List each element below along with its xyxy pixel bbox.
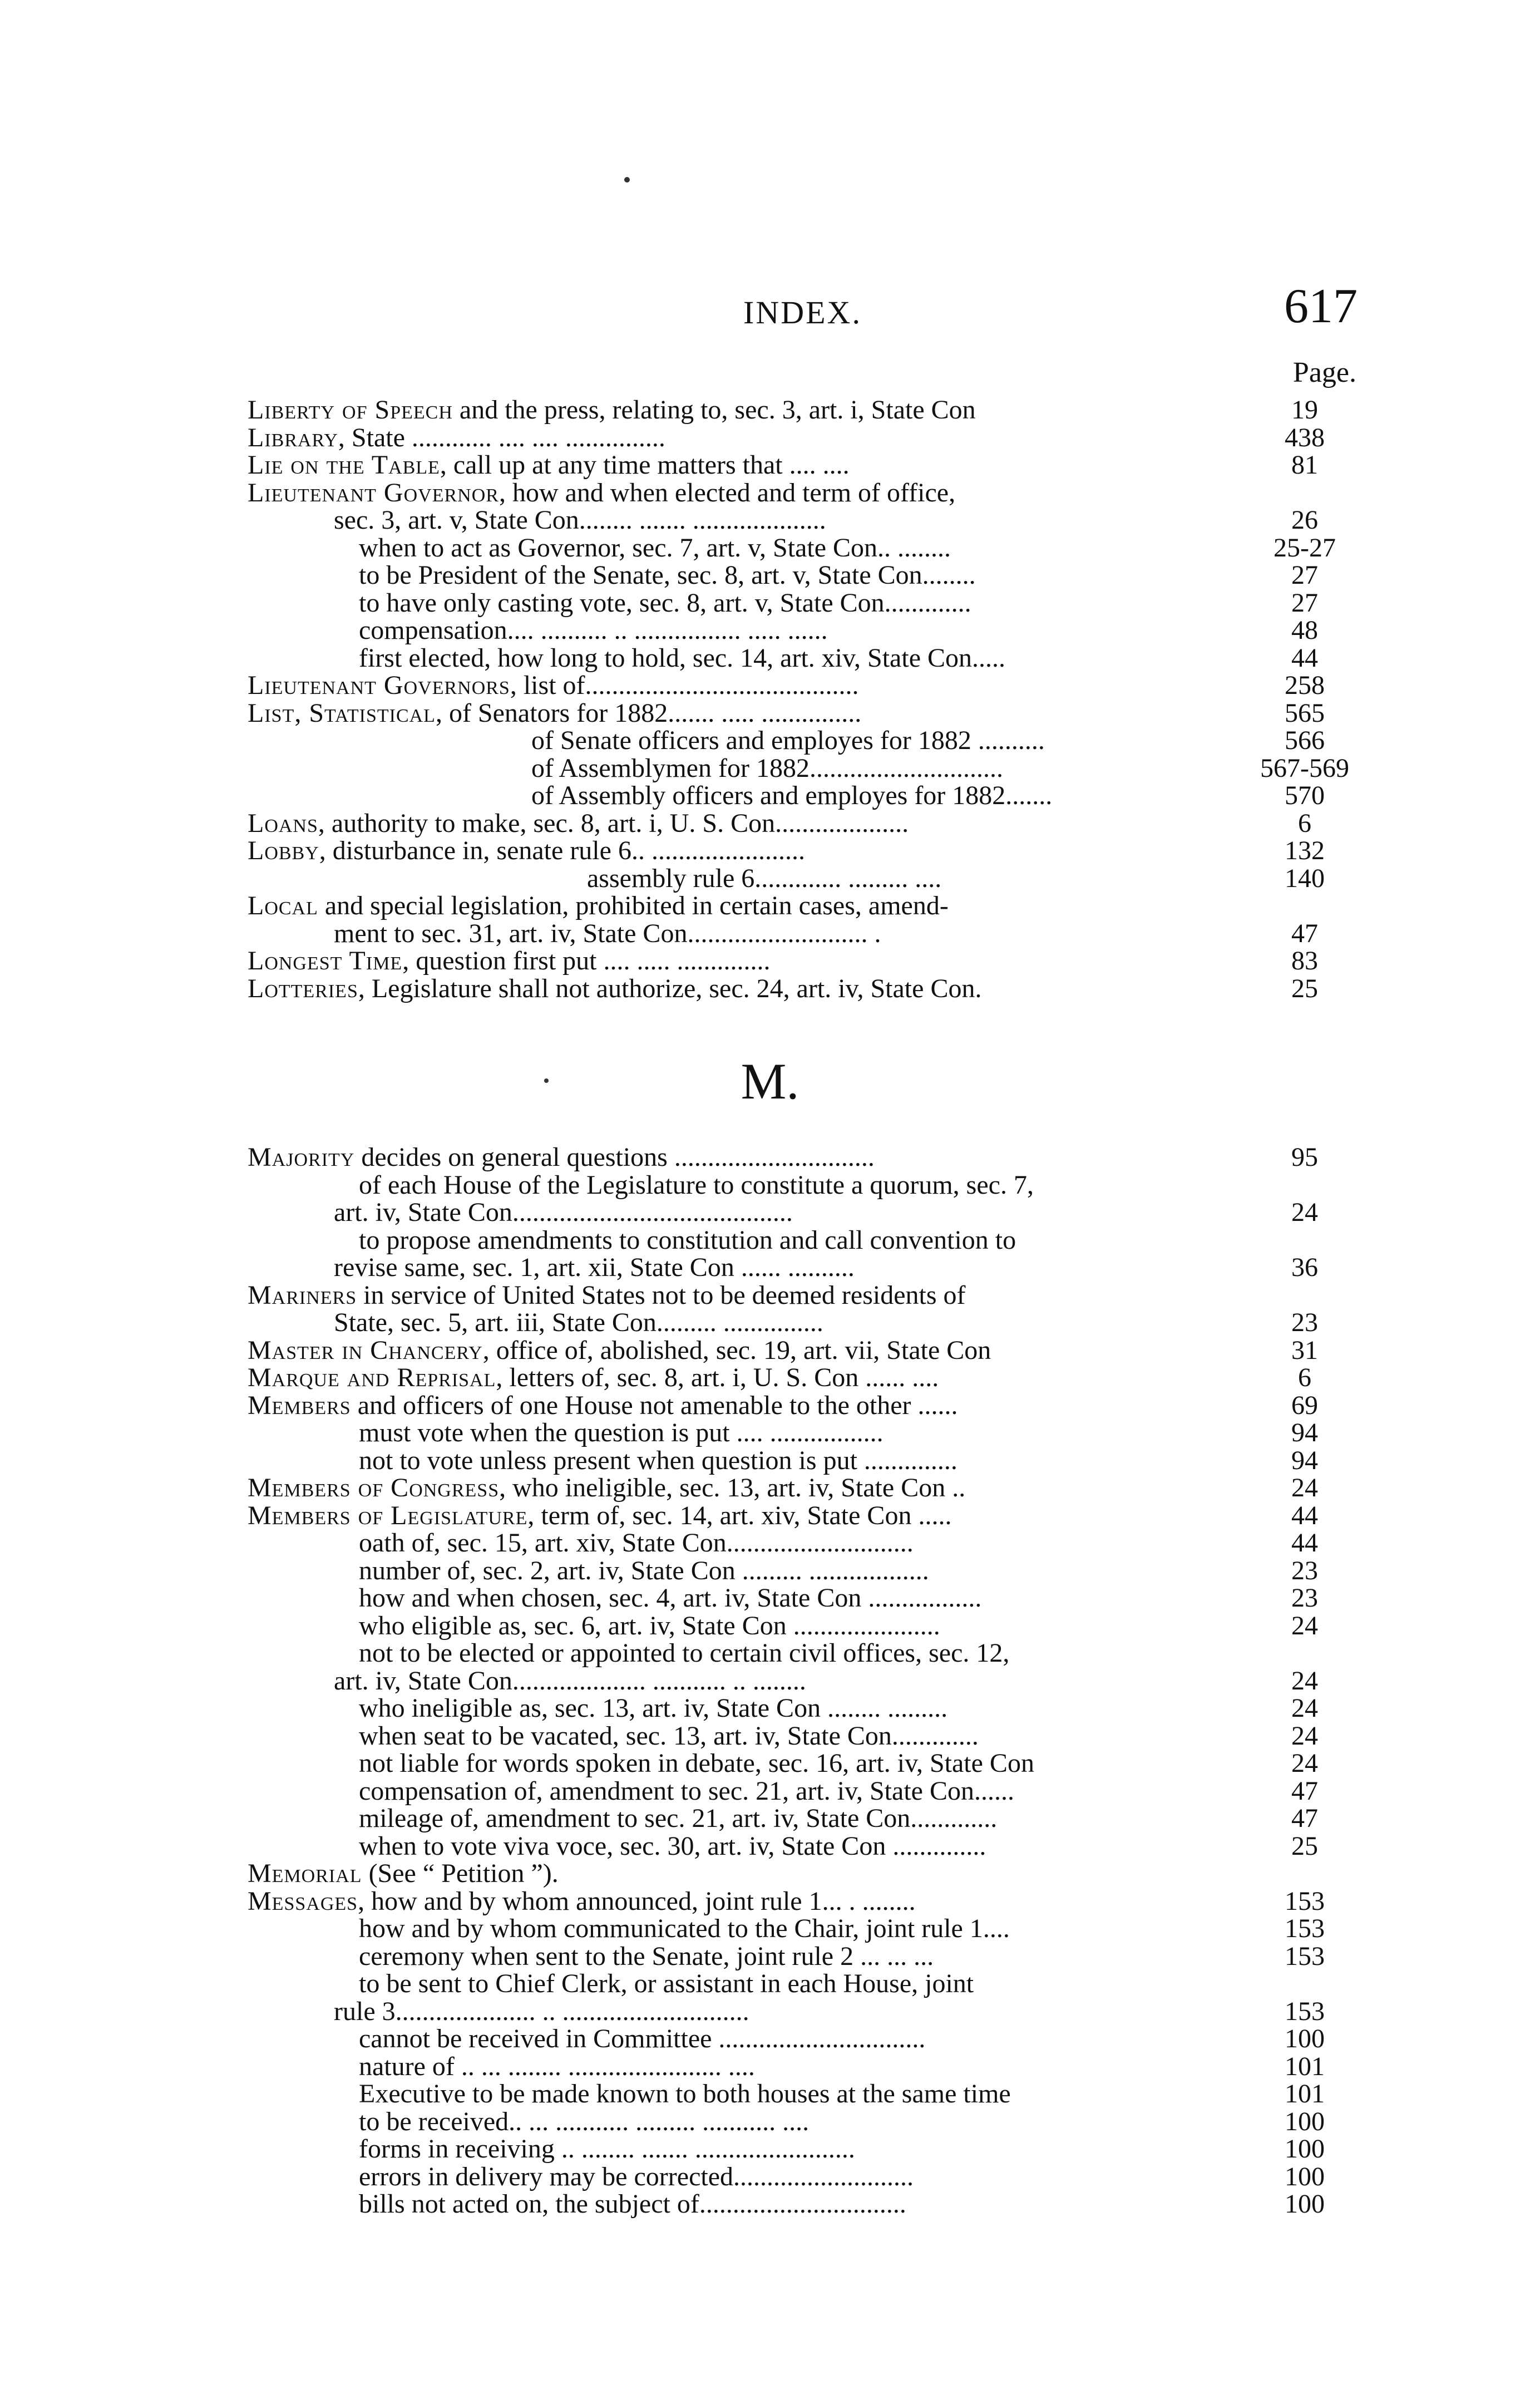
entry-page-ref: 6: [1298, 1363, 1311, 1392]
index-entry: [248, 1502, 1358, 1530]
entry-text: [248, 1337, 991, 1364]
entry-text: [248, 1364, 939, 1392]
entry-body: cannot be received in Committee ...............................: [359, 2024, 926, 2053]
entry-body: , of Senators for 1882....... ..... ...............: [435, 698, 862, 728]
entry-text: [334, 1998, 749, 2026]
entry-body: , term of, sec. 14, art. xiv, State Con .....: [527, 1500, 952, 1530]
index-entry: [248, 1915, 1358, 1943]
entry-page-ref: 566: [1285, 726, 1325, 755]
entry-body: ceremony when sent to the Senate, joint rule 2 ... ... ...: [359, 1941, 934, 1971]
entry-page-ref: 153: [1285, 1941, 1325, 1971]
entry-text: [359, 1639, 1009, 1667]
entry-body: bills not acted on, the subject of...............................: [359, 2189, 906, 2219]
entry-text: [359, 1832, 986, 1860]
entry-body: how and by whom communicated to the Chair, joint rule 1....: [359, 1914, 1010, 1943]
index-entry: [248, 1860, 1358, 1888]
index-entry: [248, 617, 1358, 644]
entry-page-ref: 26: [1291, 505, 1318, 535]
entry-text: [248, 424, 665, 452]
index-entry: [248, 1474, 1358, 1502]
index-entry: [248, 1998, 1358, 2026]
entry-body: , authority to make, sec. 8, art. i, U. S. Con....................: [318, 808, 909, 838]
index-entry: [248, 1529, 1358, 1557]
entry-text: [334, 506, 826, 534]
entry-page-ref: 258: [1285, 671, 1325, 700]
index-entry: [248, 1943, 1358, 1971]
entry-page-ref: 140: [1285, 863, 1325, 893]
entry-text: [359, 1612, 940, 1640]
entry-page-ref: 570: [1285, 781, 1325, 810]
entry-body: , question first put .... ..... ..............: [402, 946, 771, 976]
index-entry: [248, 396, 1358, 424]
entry-page-ref: 23: [1291, 1583, 1318, 1613]
entry-text: [359, 534, 951, 562]
entry-page-ref: 44: [1291, 1500, 1318, 1530]
entry-headword: Local: [248, 891, 318, 920]
entry-headword: Liberty of Speech: [248, 395, 453, 425]
index-entry: [248, 1557, 1358, 1585]
index-section-l: [248, 396, 1358, 1002]
entry-page-ref: 24: [1291, 1198, 1318, 1227]
entry-body: first elected, how long to hold, sec. 14, art. xiv, State Con.....: [359, 643, 1006, 673]
entry-body: art. iv, State Con..........................................: [334, 1198, 793, 1227]
entry-page-ref: 83: [1291, 946, 1318, 976]
entry-body: , list of.........................................: [510, 671, 859, 700]
entry-body: must vote when the question is put .... .................: [359, 1418, 883, 1447]
index-entry: [248, 1337, 1358, 1364]
entry-headword: Majority: [248, 1142, 355, 1172]
entry-headword: Members of Congress: [248, 1473, 500, 1502]
entry-text: [359, 1805, 997, 1832]
entry-page-ref: 153: [1285, 1886, 1325, 1916]
entry-body: number of, sec. 2, art. iv, State Con ......... ..................: [359, 1555, 929, 1585]
entry-page-ref: 567-569: [1260, 753, 1349, 783]
index-entry: [248, 2163, 1358, 2191]
index-entry: [248, 2080, 1358, 2108]
index-section-m: [248, 1144, 1358, 2218]
entry-text: [248, 699, 861, 727]
entry-text: [359, 1777, 1014, 1805]
entry-headword: Master in Chancery: [248, 1335, 483, 1365]
running-title: INDEX.: [743, 294, 862, 331]
entry-text: [248, 451, 850, 479]
entry-text: [248, 892, 949, 920]
entry-body: to propose amendments to constitution and call convention to: [359, 1225, 1016, 1255]
entry-text: [359, 2163, 914, 2191]
entry-text: [359, 2025, 925, 2053]
entry-page-ref: 24: [1291, 1473, 1318, 1502]
entry-page-ref: 94: [1291, 1418, 1318, 1447]
entry-page-ref: 565: [1285, 698, 1325, 728]
entry-text: [248, 975, 981, 1003]
entry-text: [359, 2053, 755, 2081]
entry-headword: Members: [248, 1390, 351, 1420]
index-entry: [248, 755, 1358, 782]
entry-body: not to vote unless present when question is put ..............: [359, 1445, 957, 1475]
entry-headword: Loans: [248, 808, 318, 838]
index-entry: [248, 1612, 1358, 1640]
index-entry: [248, 1805, 1358, 1832]
entry-body: errors in delivery may be corrected...........................: [359, 2161, 914, 2191]
entry-page-ref: 153: [1285, 1996, 1325, 2026]
entry-body: and the press, relating to, sec. 3, art. i, State Con: [452, 395, 976, 425]
entry-body: sec. 3, art. v, State Con........ ....... ....................: [334, 505, 826, 535]
entry-body: Executive to be made known to both houses at the same time: [359, 2079, 1011, 2109]
entry-page-ref: 6: [1298, 808, 1311, 838]
index-entry: [248, 1199, 1358, 1226]
entry-text: [359, 589, 971, 617]
section-letter-heading: M.: [741, 1053, 799, 1110]
index-entry: [248, 1722, 1358, 1750]
entry-page-ref: 100: [1285, 2134, 1325, 2164]
entry-page-ref: 100: [1285, 2106, 1325, 2136]
page-number: 617: [1284, 279, 1358, 333]
index-entry: [248, 1777, 1358, 1805]
entry-body: art. iv, State Con.................... ........... .. ........: [334, 1666, 806, 1696]
entry-body: oath of, sec. 15, art. xiv, State Con............................: [359, 1528, 914, 1558]
entry-text: [334, 1254, 855, 1282]
index-entry: [248, 644, 1358, 672]
index-entry: [248, 561, 1358, 589]
entry-text: [531, 782, 1052, 810]
index-entry: [248, 479, 1358, 507]
index-entry: [248, 1584, 1358, 1612]
entry-page-ref: 24: [1291, 1748, 1318, 1778]
entry-body: of Assembly officers and employes for 1882.......: [531, 781, 1053, 810]
index-entry: [248, 1832, 1358, 1860]
stray-mark: [624, 177, 630, 183]
entry-page-ref: 100: [1285, 2161, 1325, 2191]
index-entry: [248, 699, 1358, 727]
entry-body: of each House of the Legislature to constitute a quorum, sec. 7,: [359, 1170, 1034, 1200]
entry-headword: Members of Legislature: [248, 1500, 528, 1530]
entry-page-ref: 100: [1285, 2189, 1325, 2219]
entry-text: [359, 1915, 1010, 1943]
entry-body: when to act as Governor, sec. 7, art. v, State Con.. ........: [359, 533, 951, 563]
index-entry: [248, 1282, 1358, 1309]
index-entry: [248, 1309, 1358, 1337]
index-entry: [248, 424, 1358, 452]
index-entry: [248, 1254, 1358, 1282]
entry-body: assembly rule 6............. ......... ....: [587, 863, 942, 893]
entry-body: to be President of the Senate, sec. 8, art. v, State Con........: [359, 560, 976, 590]
entry-text: [334, 1667, 806, 1695]
entry-body: , office of, abolished, sec. 19, art. vii, State Con: [482, 1335, 991, 1365]
entry-page-ref: 31: [1291, 1335, 1318, 1365]
entry-text: [248, 1392, 958, 1420]
index-entry: [248, 1750, 1358, 1777]
index-entry: [248, 1171, 1358, 1199]
index-entry: [248, 782, 1358, 810]
entry-body: how and when chosen, sec. 4, art. iv, State Con .................: [359, 1583, 982, 1613]
entry-body: and special legislation, prohibited in certain cases, amend-: [318, 891, 949, 920]
entry-page-ref: 25: [1291, 1831, 1318, 1861]
entry-page-ref: 24: [1291, 1610, 1318, 1641]
entry-text: [359, 1171, 1034, 1199]
entry-text: [359, 561, 976, 589]
entry-text: [248, 837, 805, 865]
entry-page-ref: 24: [1291, 1721, 1318, 1751]
entry-page-ref: 81: [1291, 450, 1318, 480]
entry-headword: Mariners: [248, 1280, 357, 1310]
entry-text: [359, 1557, 929, 1585]
entry-body: when to vote viva voce, sec. 30, art. iv, State Con ..............: [359, 1831, 986, 1861]
index-entry: [248, 1144, 1358, 1171]
entry-body: compensation of, amendment to sec. 21, art. iv, State Con......: [359, 1776, 1014, 1806]
entry-body: who ineligible as, sec. 13, art. iv, State Con ........ .........: [359, 1693, 948, 1723]
entry-text: [359, 1750, 1034, 1777]
entry-text: [248, 1474, 965, 1502]
entry-text: [248, 1502, 951, 1530]
entry-body: of Senate officers and employes for 1882 ..........: [531, 726, 1045, 755]
entry-headword: Messages: [248, 1886, 358, 1916]
index-entry: [248, 1419, 1358, 1447]
entry-body: ment to sec. 31, art. iv, State Con........................... .: [334, 918, 881, 948]
entry-body: forms in receiving .. ........ ....... ........................: [359, 2134, 855, 2164]
entry-body: , disturbance in, senate rule 6.. .......................: [319, 836, 805, 865]
entry-text: [248, 479, 955, 507]
entry-page-ref: 47: [1291, 918, 1318, 948]
entry-page-ref: 44: [1291, 1528, 1318, 1558]
entry-body: , how and when elected and term of office,: [498, 477, 956, 508]
index-entry: [248, 1667, 1358, 1695]
index-entry: [248, 810, 1358, 838]
index-entry: [248, 2135, 1358, 2163]
entry-body: , State ............ .... .... ...............: [338, 422, 665, 452]
index-entry: [248, 865, 1358, 893]
index-entry: [248, 1694, 1358, 1722]
index-entry: [248, 727, 1358, 755]
entry-body: compensation.... .......... .. ................ ..... ......: [359, 615, 828, 645]
entry-page-ref: 48: [1291, 615, 1318, 645]
entry-text: [359, 2080, 1011, 2108]
entry-page-ref: 94: [1291, 1445, 1318, 1475]
entry-headword: Memorial: [248, 1859, 362, 1888]
entry-body: , call up at any time matters that .... ....: [440, 450, 850, 480]
index-entry: [248, 1447, 1358, 1475]
entry-body: rule 3..................... .. ............................: [334, 1996, 749, 2026]
entry-text: [359, 1694, 947, 1722]
entry-text: [359, 2108, 809, 2136]
entry-text: [248, 396, 976, 424]
entry-page-ref: 24: [1291, 1666, 1318, 1696]
entry-page-ref: 25-27: [1274, 533, 1336, 563]
entry-text: [248, 1888, 916, 1915]
entry-body: who eligible as, sec. 6, art. iv, State Con ......................: [359, 1610, 940, 1641]
entry-headword: Marque and Reprisal: [248, 1363, 496, 1392]
entry-headword: Longest Time: [248, 946, 403, 976]
entry-body: State, sec. 5, art. iii, State Con......... ...............: [334, 1308, 823, 1337]
index-entry: [248, 1888, 1358, 1915]
entry-page-ref: 27: [1291, 588, 1318, 618]
entry-body: , letters of, sec. 8, art. i, U. S. Con ...... ....: [496, 1363, 939, 1392]
page-column-label: Page.: [1292, 357, 1356, 388]
entry-text: [359, 1447, 957, 1475]
entry-body: not to be elected or appointed to certain civil offices, sec. 12,: [359, 1638, 1010, 1668]
entry-headword: Lie on the Table: [248, 450, 440, 480]
entry-page-ref: 101: [1285, 2079, 1325, 2109]
entry-text: [359, 2135, 855, 2163]
page-header: [248, 278, 1358, 339]
entry-page-ref: 23: [1291, 1308, 1318, 1337]
entry-page-ref: 36: [1291, 1253, 1318, 1282]
index-entry: [248, 2108, 1358, 2136]
entry-page-ref: 95: [1291, 1142, 1318, 1172]
index-entry: [248, 2025, 1358, 2053]
entry-page-ref: 25: [1291, 973, 1318, 1003]
index-entry: [248, 672, 1358, 699]
index-entry: [248, 451, 1358, 479]
entry-text: [248, 810, 909, 838]
entry-headword: Library: [248, 422, 338, 452]
entry-page-ref: 19: [1291, 395, 1318, 425]
entry-text: [334, 1199, 793, 1226]
entry-page-ref: 100: [1285, 2024, 1325, 2053]
entry-text: [359, 1970, 974, 1998]
entry-page-ref: 153: [1285, 1914, 1325, 1943]
index-entry: [248, 1392, 1358, 1420]
entry-text: [248, 1144, 875, 1171]
index-entry: [248, 589, 1358, 617]
index-entry: [248, 947, 1358, 975]
entry-text: [359, 644, 1005, 672]
entry-text: [359, 1529, 914, 1557]
entry-body: , how and by whom announced, joint rule 1... . ........: [358, 1886, 916, 1916]
entry-text: [334, 1309, 823, 1337]
index-entry: [248, 1970, 1358, 1998]
entry-body: not liable for words spoken in debate, sec. 16, art. iv, State Con: [359, 1748, 1034, 1778]
entry-page-ref: 438: [1285, 422, 1325, 452]
entry-text: [359, 1943, 934, 1971]
entry-text: [359, 1419, 883, 1447]
entry-text: [531, 755, 1003, 782]
entry-body: nature of .. ... ........ ....................... ....: [359, 2051, 755, 2081]
entry-page-ref: 69: [1291, 1390, 1318, 1420]
entry-body: mileage of, amendment to sec. 21, art. iv, State Con.............: [359, 1804, 998, 1833]
entry-text: [359, 2190, 906, 2218]
entry-body: , Legislature shall not authorize, sec. 24, art. iv, State Con.: [358, 973, 982, 1003]
entry-text: [587, 865, 941, 893]
entry-body: to be received.. ... ........... ......... ........... ....: [359, 2106, 810, 2136]
entry-text: [359, 617, 828, 644]
entry-page-ref: 101: [1285, 2051, 1325, 2081]
index-entry: [248, 506, 1358, 534]
entry-text: [248, 1282, 966, 1309]
entry-page-ref: 47: [1291, 1804, 1318, 1833]
entry-text: [359, 1226, 1016, 1254]
entry-text: [359, 1722, 979, 1750]
entry-text: [531, 727, 1045, 755]
entry-body: when seat to be vacated, sec. 13, art. iv, State Con.............: [359, 1721, 979, 1751]
entry-headword: List, Statistical: [248, 698, 436, 728]
entry-headword: Lieutenant Governors: [248, 671, 510, 700]
entry-text: [248, 672, 859, 699]
entry-headword: Lieutenant Governor: [248, 477, 499, 508]
index-entry: [248, 534, 1358, 562]
index-entry: [248, 2053, 1358, 2081]
index-entry: [248, 892, 1358, 920]
entry-text: [248, 1860, 559, 1888]
index-entry: [248, 1364, 1358, 1392]
entry-body: to be sent to Chief Clerk, or assistant in each House, joint: [359, 1969, 974, 1998]
entry-body: in service of United States not to be deemed residents of: [357, 1280, 966, 1310]
index-entry: [248, 920, 1358, 948]
entry-text: [359, 1584, 981, 1612]
entry-page-ref: 44: [1291, 643, 1318, 673]
entry-body: , who ineligible, sec. 13, art. iv, State Con ..: [499, 1473, 966, 1502]
index-entry: [248, 2190, 1358, 2218]
entry-text: [334, 920, 881, 948]
index-entry: [248, 1226, 1358, 1254]
entry-body: revise same, sec. 1, art. xii, State Con ...... ..........: [334, 1253, 855, 1282]
entry-page-ref: 47: [1291, 1776, 1318, 1806]
entry-body: and officers of one House not amenable to the other ......: [351, 1390, 958, 1420]
entry-headword: Lotteries: [248, 973, 358, 1003]
entry-headword: Lobby: [248, 836, 319, 865]
entry-page-ref: 27: [1291, 560, 1318, 590]
entry-body: of Assemblymen for 1882.............................: [531, 753, 1003, 783]
entry-page-ref: 24: [1291, 1693, 1318, 1723]
entry-body: (See “ Petition ”).: [362, 1859, 559, 1888]
entry-body: to have only casting vote, sec. 8, art. v, State Con.............: [359, 588, 971, 618]
index-entry: [248, 837, 1358, 865]
index-entry: [248, 1639, 1358, 1667]
entry-page-ref: 23: [1291, 1555, 1318, 1585]
entry-text: [248, 947, 771, 975]
index-entry: [248, 975, 1358, 1003]
entry-page-ref: 132: [1285, 836, 1325, 865]
entry-body: decides on general questions ..............................: [354, 1142, 875, 1172]
